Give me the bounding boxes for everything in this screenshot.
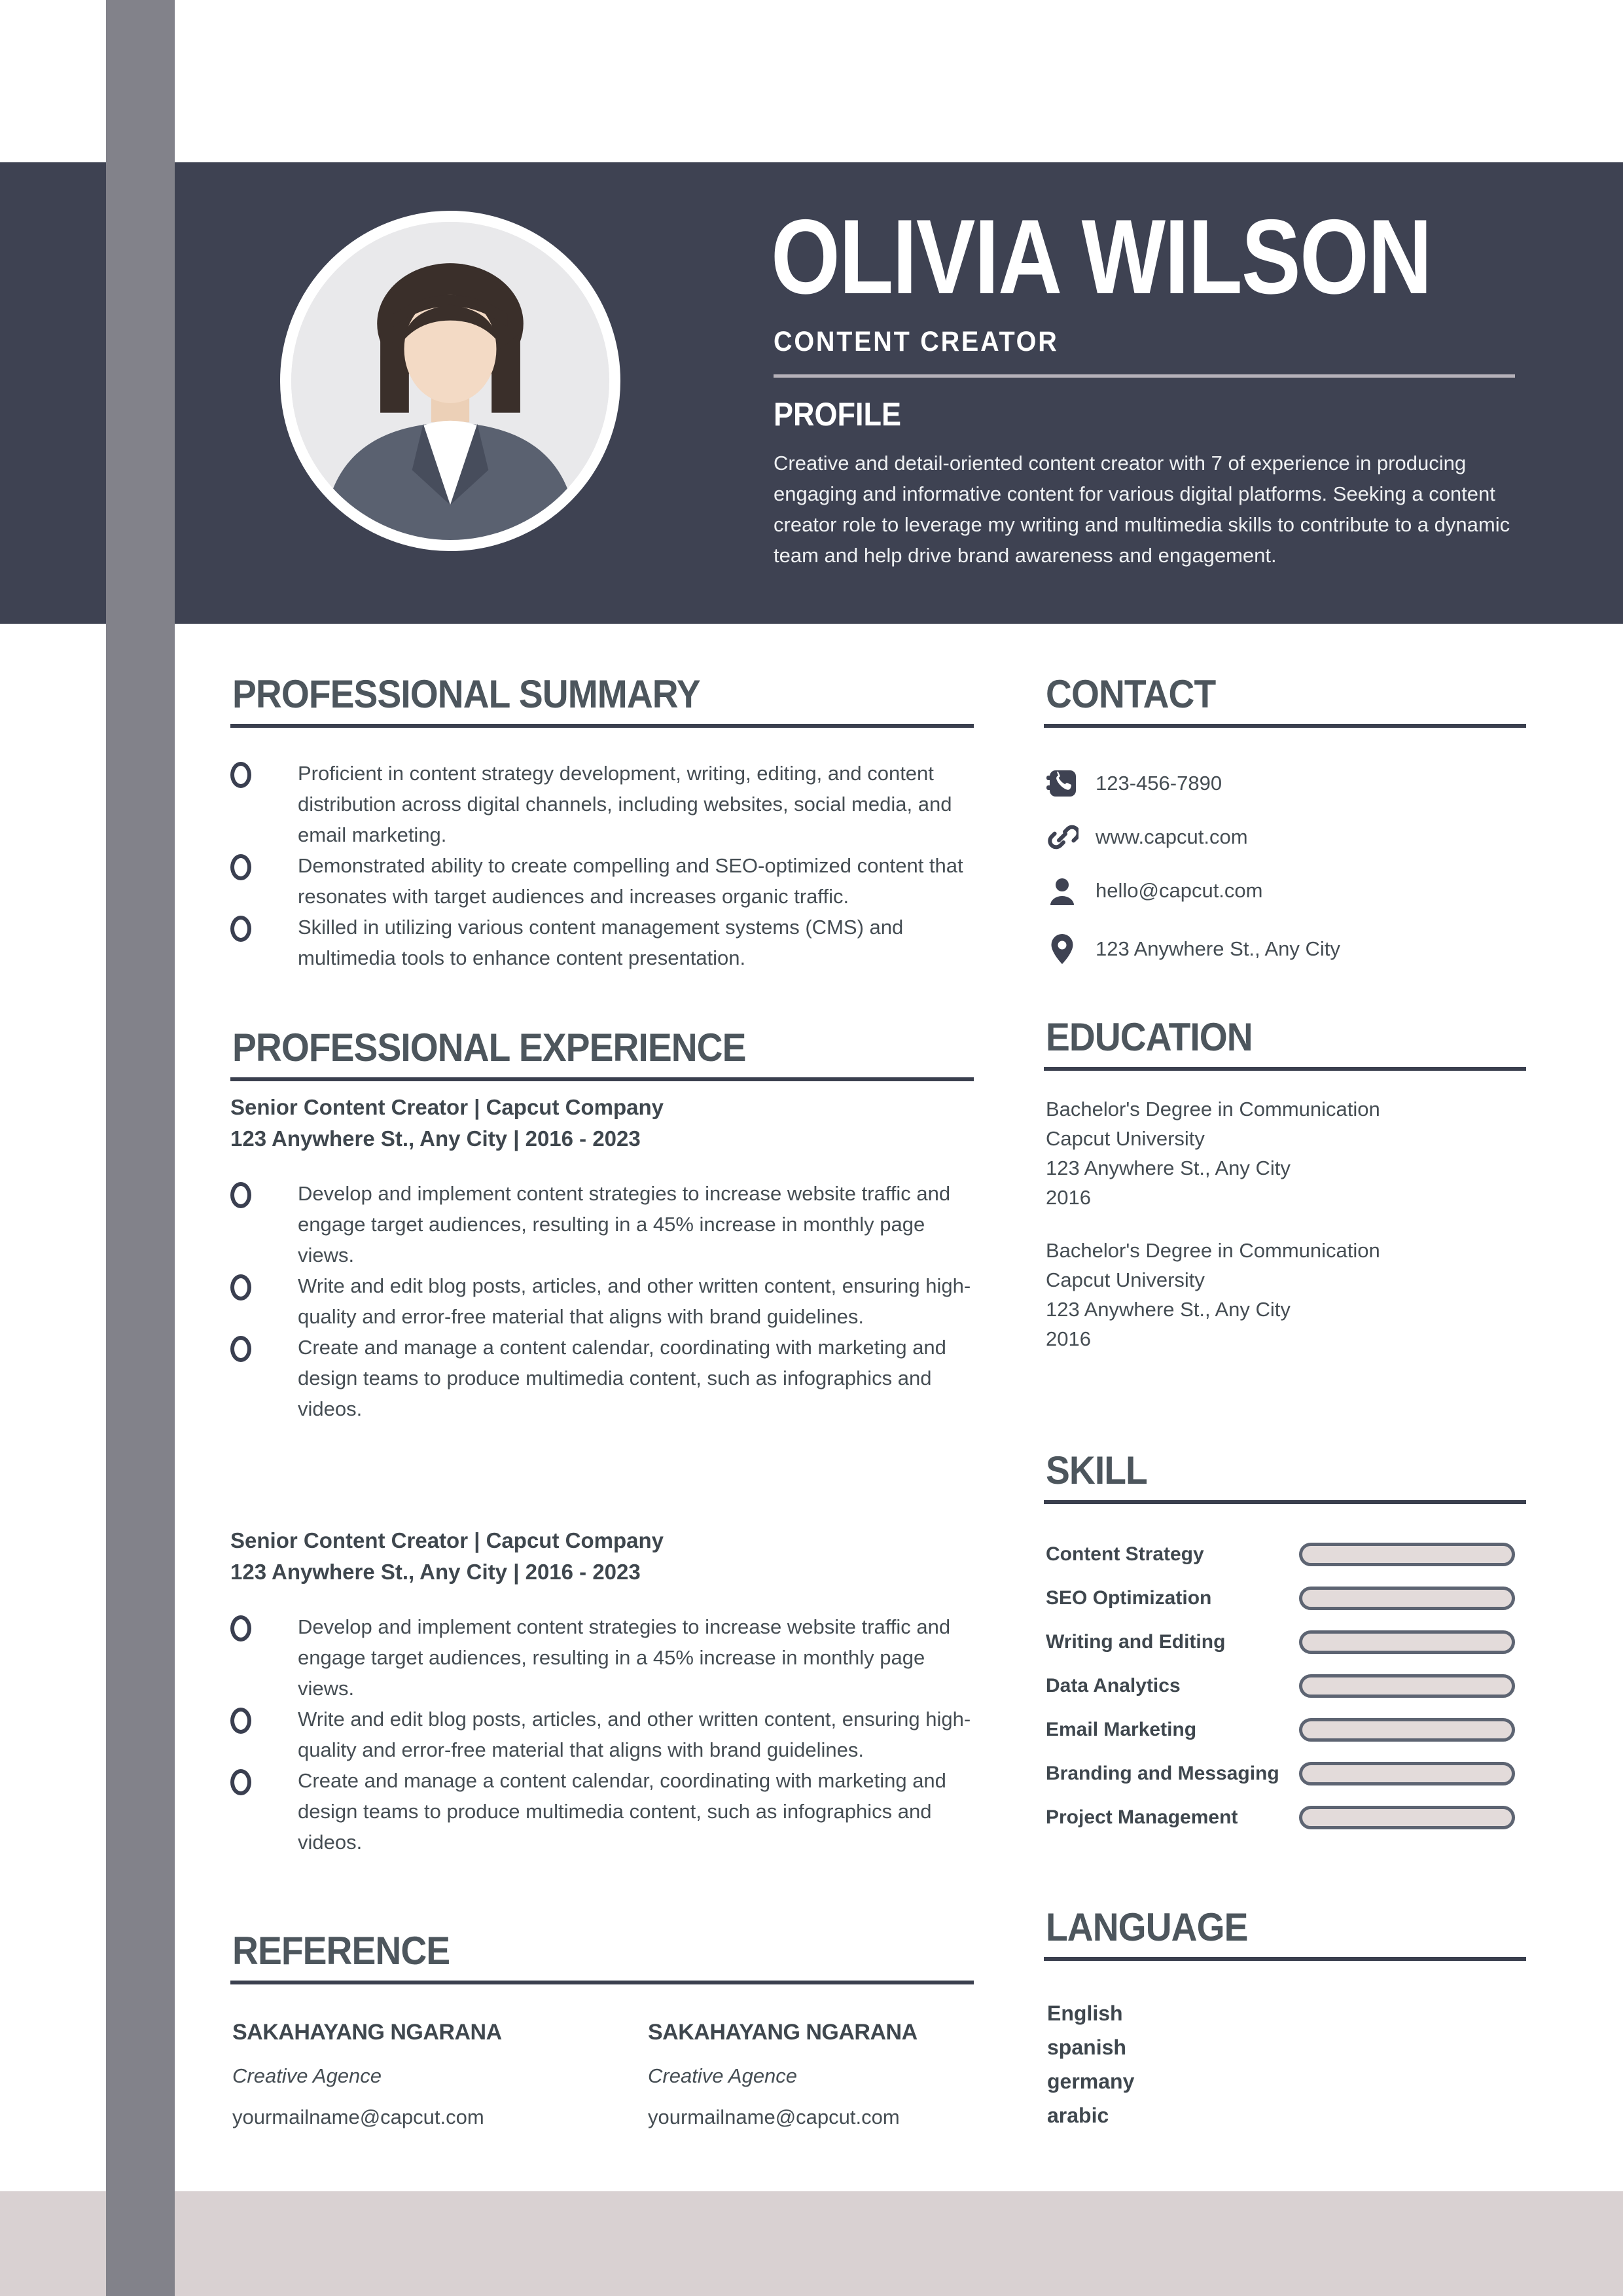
job-bullet: Develop and implement content strategies to increase website traffic and engage target audiences, resulting in a 45% increase in monthly page views. [298,1615,951,1700]
reference-company: Creative Agence [232,2064,382,2087]
skill-bar [1299,1674,1515,1698]
skill-label: Project Management [1046,1806,1238,1828]
contact-website: www.capcut.com [1096,825,1248,848]
skill-label: Data Analytics [1046,1675,1181,1696]
reference-email: yourmailname@capcut.com [232,2106,484,2128]
list-item [230,850,976,912]
skill-heading: SKILL [1046,1448,1147,1492]
person-name: OLIVIA WILSON [771,198,1431,316]
language-list [1047,1996,1134,2132]
bullet-circle-icon [230,1708,251,1734]
bullet-circle-icon [230,1182,251,1208]
bullet-circle-icon [230,762,251,788]
job-bullet: Create and manage a content calendar, coordinating with marketing and design teams to produce multimedia content, such as infographics and videos. [298,1769,946,1854]
profile-photo [280,211,620,551]
contact-address: 123 Anywhere St., Any City [1096,937,1340,960]
person-icon [1046,874,1079,907]
skill-bar [1299,1806,1515,1829]
education-address: 123 Anywhere St., Any City [1046,1157,1291,1179]
contact-item-phone [1046,767,1222,800]
portrait-illustration [291,222,609,540]
skill-bar [1299,1587,1515,1610]
skill-row [1046,1806,1528,1829]
education-heading: EDUCATION [1046,1015,1253,1059]
phone-icon [1046,767,1079,800]
job-bullet-list [230,1611,976,1857]
list-item [230,1611,976,1704]
summary-bullet: Proficient in content strategy development, writing, editing, and content distribution across digital channels, including websites, social media, and email marketing. [298,762,952,846]
summary-list [230,758,976,973]
job-title: Senior Content Creator | Capcut Company [230,1095,664,1119]
list-item [230,1765,976,1857]
reference-rule [230,1981,974,1984]
skill-bar [1299,1718,1515,1742]
skill-bar [1299,1630,1515,1654]
list-item [230,1270,976,1332]
education-rule [1044,1067,1526,1071]
education-entry [1046,1094,1380,1212]
skill-label: SEO Optimization [1046,1587,1212,1609]
skill-label: Content Strategy [1046,1543,1204,1565]
contact-item-address [1046,933,1340,965]
job-bullet: Create and manage a content calendar, coordinating with marketing and design teams to produce multimedia content, such as infographics and videos. [298,1336,946,1420]
experience-rule [230,1077,974,1081]
education-year: 2016 [1046,1327,1091,1350]
bullet-circle-icon [230,854,251,880]
skill-rule [1044,1500,1526,1504]
footer-band [0,2191,1623,2296]
person-role: CONTENT CREATOR [774,326,1059,357]
skill-label: Branding and Messaging [1046,1763,1279,1784]
location-icon [1046,933,1079,965]
contact-rule [1044,724,1526,728]
job-bullet-list [230,1178,976,1424]
summary-bullet: Demonstrated ability to create compelling and SEO-optimized content that resonates with target audiences and increases organic traffic. [298,854,963,908]
reference-company: Creative Agence [648,2064,798,2087]
skill-row [1046,1719,1528,1741]
contact-item-website [1046,821,1248,853]
list-item [230,1178,976,1270]
contact-heading: CONTACT [1046,672,1216,716]
skill-label: Email Marketing [1046,1719,1197,1740]
language-item: germany [1047,2070,1135,2093]
job-meta: 123 Anywhere St., Any City | 2016 - 2023 [230,1560,641,1584]
list-item [230,1704,976,1765]
profile-text: Creative and detail-oriented content creator with 7 of experience in producing engaging and informative content for various digital platforms. Seeking a content creator role to leverage my writing and multimedia skills to contribute to a dynamic team and help drive brand awareness and engagement. [774,452,1510,567]
summary-heading: PROFESSIONAL SUMMARY [232,672,700,716]
language-item: arabic [1047,2104,1109,2127]
experience-heading: PROFESSIONAL EXPERIENCE [232,1026,746,1069]
job-bullet: Write and edit blog posts, articles, and other written content, ensuring high-quality and error-free material that aligns with brand guidelines. [298,1708,971,1761]
list-item [230,912,976,973]
skill-row [1046,1763,1528,1785]
profile-heading: PROFILE [774,396,902,433]
bullet-circle-icon [230,1274,251,1300]
link-icon [1046,821,1079,853]
education-entry [1046,1236,1380,1354]
skill-row [1046,1587,1528,1609]
job-title-block [230,1525,664,1588]
reference-name: SAKAHAYANG NGARANA [648,2020,918,2045]
education-year: 2016 [1046,1186,1091,1209]
education-school: Capcut University [1046,1268,1205,1291]
education-degree: Bachelor's Degree in Communication [1046,1098,1380,1121]
language-rule [1044,1957,1526,1961]
header-divider [774,374,1515,378]
reference-entry [232,2020,625,2129]
reference-entry [648,2020,1041,2129]
skill-bar [1299,1762,1515,1785]
job-meta: 123 Anywhere St., Any City | 2016 - 2023 [230,1126,641,1151]
summary-bullet: Skilled in utilizing various content management systems (CMS) and multimedia tools to enhance content presentation. [298,916,904,969]
list-item [230,758,976,850]
bullet-circle-icon [230,1769,251,1795]
contact-item-email [1046,874,1262,907]
job-bullet: Write and edit blog posts, articles, and other written content, ensuring high-quality and error-free material that aligns with brand guidelines. [298,1274,971,1328]
skill-row [1046,1631,1528,1653]
reference-heading: REFERENCE [232,1929,450,1973]
language-item: English [1047,2001,1123,2025]
education-school: Capcut University [1046,1127,1205,1150]
contact-email: hello@capcut.com [1096,879,1263,902]
bullet-circle-icon [230,1615,251,1641]
bullet-circle-icon [230,916,251,942]
job-title-block [230,1092,664,1155]
skill-bar [1299,1543,1515,1566]
job-title: Senior Content Creator | Capcut Company [230,1528,664,1552]
contact-phone: 123-456-7890 [1096,772,1222,795]
reference-email: yourmailname@capcut.com [648,2106,900,2128]
skill-row [1046,1543,1528,1566]
bullet-circle-icon [230,1336,251,1362]
skill-row [1046,1675,1528,1697]
summary-rule [230,724,974,728]
language-item: spanish [1047,2036,1126,2059]
language-heading: LANGUAGE [1046,1905,1248,1949]
vertical-stripe [106,0,175,2296]
skill-label: Writing and Editing [1046,1631,1226,1653]
education-degree: Bachelor's Degree in Communication [1046,1239,1380,1262]
list-item [230,1332,976,1424]
job-bullet: Develop and implement content strategies to increase website traffic and engage target audiences, resulting in a 45% increase in monthly page views. [298,1182,951,1266]
reference-name: SAKAHAYANG NGARANA [232,2020,502,2045]
education-address: 123 Anywhere St., Any City [1046,1298,1291,1321]
